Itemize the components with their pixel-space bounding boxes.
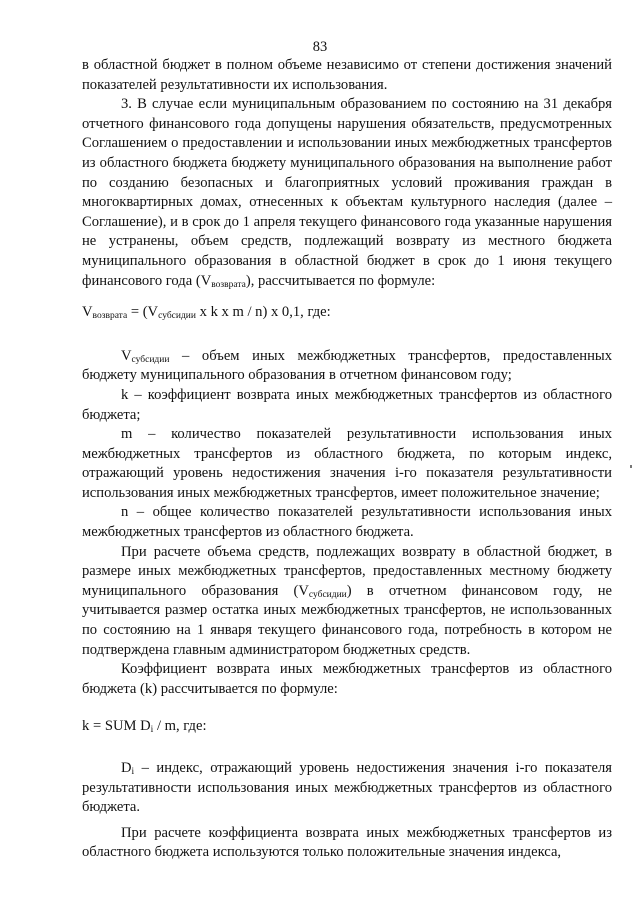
page-number: 83: [312, 39, 328, 55]
paragraph-last: При расчете коэффициента возврата иных межбюджетных трансфертов из областного бюджета используются только положительные значения индекса,: [82, 824, 612, 861]
definition-v-subsidy: $V_{субсидии}$ – объем иных межбюджетных трансфертов, предоставленных бюджету муниципального образования в отчетном финансовом году;: [82, 347, 612, 384]
document-body: [82, 56, 612, 863]
paragraph-coefficient: Коэффициент возврата иных межбюджетных трансфертов из областного бюджета (k) рассчитывается по формуле:: [82, 661, 612, 697]
definition-n: n – общее количество показателей результативности использования иных межбюджетных трансфертов из областного бюджета.: [82, 504, 612, 541]
formula-return-volume: $V_{возврата} = (V_{субсидии}$ x k x m / n) x 0,1, где:: [82, 304, 331, 322]
paragraph-calc-rule: При расчете объема средств, подлежащих возврату в областной бюджет, в размере иных межбюджетных трансфертов, предоставленных местному бюджету муниципального образования $(V_{субсидии})$ в отчетном финансовом году, не учитывается размер остатка иных межбюджетных трансфертов, не использованных по состоянию на 1 января текущего финансового года, потребность в котором не подтверждена главным администратором бюджетных средств.: [82, 543, 612, 658]
paragraph-continuation: в областной бюджет в полном объеме независимо от степени достижения значений показателей результативности их использования.: [82, 57, 612, 93]
definition-di: $D_i$ – индекс, отражающий уровень недостижения значения i-го показателя результативности использования иных межбюджетных трансфертов из областного бюджета.: [82, 760, 612, 816]
definition-m: m – количество показателей результативности использования иных межбюджетных трансфертов из областного бюджета, по которым индекс, отражающий уровень недостижения значения i-го показателя результативности использования иных межбюджетных трансфертов, имеет положительное значение;: [82, 426, 612, 501]
paragraph-item-3: 3. В случае если муниципальным образованием по состоянию на 31 декабря отчетного финансового года допущены нарушения обязательств, предусмотренных Соглашением о предоставлении и использовании иных межбюджетных трансфертов из областного бюджета бюджету муниципального образования на выполнение работ по созданию безопасных и благоприятных условий проживания граждан в многоквартирных домах, отнесенных к объектам культурного наследия (далее – Соглашение), и в срок до 1 апреля текущего финансового года указанные нарушения не устранены, объем средств, подлежащий возврату из местного бюджета муниципального образования в областной бюджет в срок до 1 июня текущего финансового года $(V_{возврата})$, рассчитывается по формуле:: [82, 96, 612, 290]
formula-coefficient: k = SUM $D_i$ / m, где:: [82, 718, 207, 736]
definition-k: k – коэффициент возврата иных межбюджетных трансфертов из областного бюджета;: [82, 386, 612, 423]
scan-edge-mark: [630, 465, 632, 468]
